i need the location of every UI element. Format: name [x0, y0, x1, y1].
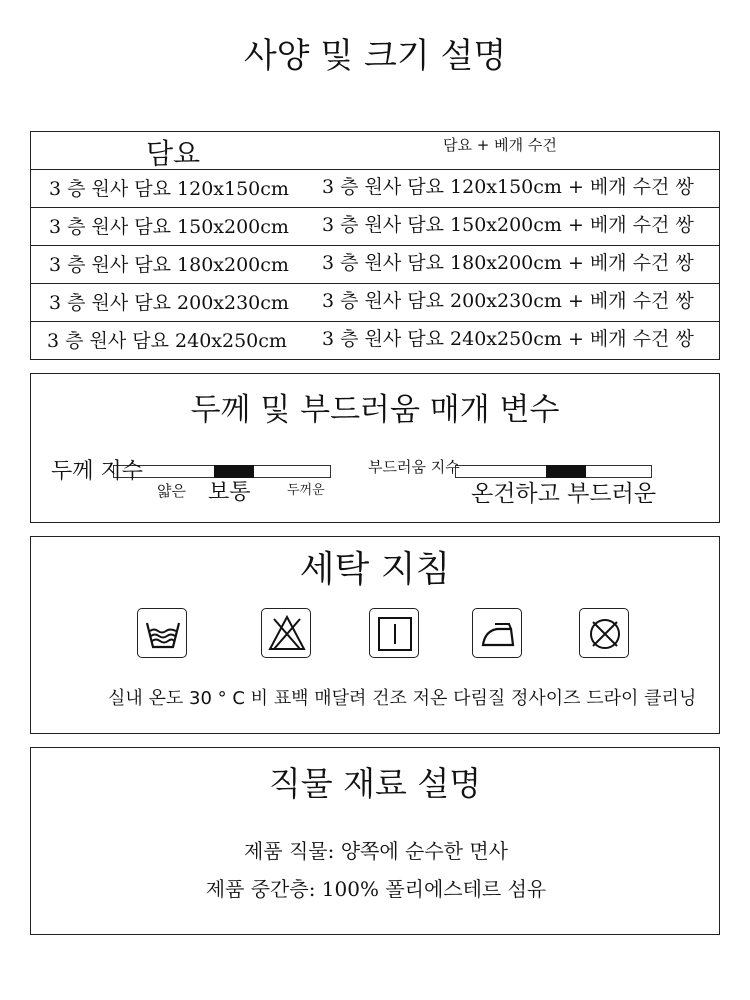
table-cell: 3 층 원사 담요 180x200cm + 베개 수건 쌍 — [322, 252, 694, 274]
table-divider — [31, 207, 719, 208]
fabric-line-1: 제품 직물: 양쪽에 순수한 면사 — [243, 839, 508, 863]
washing-section — [30, 536, 720, 734]
table-cell: 3 층 원사 담요 200x230cm — [49, 292, 289, 314]
table-cell: 3 층 원사 담요 120x150cm — [49, 178, 289, 200]
table-divider — [31, 169, 719, 170]
tumble-hang-dry-icon — [369, 608, 419, 658]
thickness-section — [30, 373, 720, 523]
table-divider — [31, 321, 719, 322]
section-title: 두께 및 부드러움 매개 변수 — [190, 392, 560, 428]
no-dry-clean-icon — [579, 608, 629, 658]
table-divider — [31, 245, 719, 246]
no-bleach-icon — [261, 608, 311, 658]
section-title: 직물 재료 설명 — [268, 764, 482, 803]
wash-basin-icon — [137, 608, 187, 658]
washing-instruction: 실내 온도 30 ° C 비 표백 매달려 건조 저온 다림질 정사이즈 드라이 클리닝 — [108, 688, 697, 709]
thickness-high-label: 두꺼운 — [287, 483, 325, 498]
header-blanket-pillow: 담요 + 베개 수건 — [443, 136, 557, 154]
thickness-low-label: 얇은 — [157, 482, 186, 500]
softness-selected-label: 온건하고 부드러운 — [471, 481, 657, 507]
page-title: 사양 및 크기 설명 — [243, 36, 507, 76]
table-cell: 3 층 원사 담요 120x150cm + 베개 수건 쌍 — [322, 176, 694, 198]
table-cell: 3 층 원사 담요 150x200cm — [49, 216, 289, 238]
table-cell: 3 층 원사 담요 240x250cm + 베개 수건 쌍 — [322, 328, 694, 350]
thickness-index-label: 두께 지수 — [51, 459, 144, 484]
fabric-line-2: 제품 중간층: 100% 폴리에스테르 섬유 — [205, 877, 547, 901]
section-title: 세탁 지침 — [299, 549, 451, 590]
table-cell: 3 층 원사 담요 150x200cm + 베개 수건 쌍 — [322, 214, 694, 236]
table-cell: 3 층 원사 담요 180x200cm — [49, 254, 289, 276]
softness-index-label: 부드러움 지수 — [368, 458, 460, 476]
iron-icon — [472, 608, 522, 658]
fabric-section — [30, 747, 720, 935]
size-table — [30, 131, 720, 360]
header-blanket: 담요 — [146, 137, 201, 170]
thickness-selected-label: 보통 — [208, 480, 251, 505]
table-cell: 3 층 원사 담요 200x230cm + 베개 수건 쌍 — [322, 290, 694, 312]
table-divider — [31, 283, 719, 284]
table-cell: 3 층 원사 담요 240x250cm — [47, 330, 287, 352]
